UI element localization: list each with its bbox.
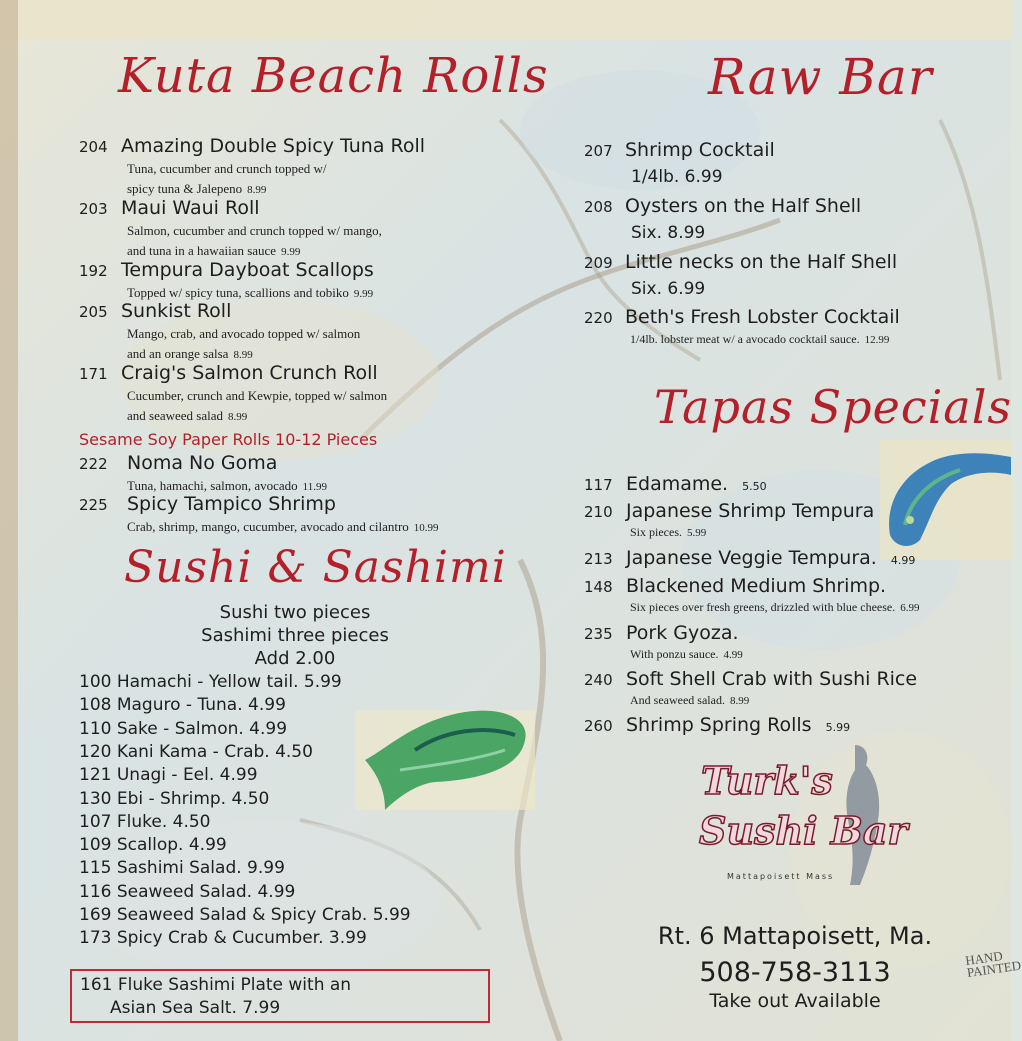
address: Rt. 6 Mattapoisett, Ma. <box>657 922 933 950</box>
item-description: Crab, shrimp, mango, cucumber, avocado and cilantro 10.99 <box>127 519 439 534</box>
item-price: 9.99 <box>353 288 374 300</box>
blue-fish-painting <box>880 445 1011 555</box>
sushi-item: 121 Unagi - Eel. 4.99 <box>79 765 258 786</box>
item-name: Amazing Double Spicy Tuna Roll <box>121 135 426 157</box>
item-number: 192 <box>79 262 108 280</box>
tapas-specials-title: Tapas Specials <box>654 380 1013 434</box>
item-price: 5.50 <box>742 480 767 493</box>
item-number: 235 <box>584 625 613 643</box>
sushi-item: 109 Scallop. 4.99 <box>79 835 227 856</box>
item-name: Beth's Fresh Lobster Cocktail <box>625 306 900 328</box>
phone-number[interactable]: 508-758-3113 <box>699 957 891 988</box>
menu-item <box>584 139 775 161</box>
item-price: 4.99 <box>723 649 743 661</box>
item-portion: Six. 8.99 <box>631 223 706 243</box>
menu-item <box>584 473 767 495</box>
item-price: 6.99 <box>900 602 920 614</box>
sushi-item: 100 Hamachi - Yellow tail. 5.99 <box>79 672 342 692</box>
item-description: With ponzu sauce. 4.99 <box>630 647 743 661</box>
raw-bar-title: Raw Bar <box>708 48 933 106</box>
item-name: Little necks on the Half Shell <box>625 251 898 273</box>
item-description: and seaweed salad 8.99 <box>127 408 248 423</box>
item-name: Blackened Medium Shrimp. <box>626 575 887 597</box>
item-number: 203 <box>79 200 108 218</box>
item-number: 213 <box>584 550 613 568</box>
item-description: Topped w/ spicy tuna, scallions and tobiko 9.99 <box>127 285 374 300</box>
add-price-note: Add 2.00 <box>254 648 336 669</box>
menu-item <box>584 500 874 522</box>
menu-item <box>79 493 336 515</box>
item-number: 220 <box>584 309 613 327</box>
turks-sushi-bar-logo <box>695 740 935 890</box>
item-name: Noma No Goma <box>127 452 278 474</box>
sushi-item: 116 Seaweed Salad. 4.99 <box>79 881 296 902</box>
kuta-beach-rolls-title: Kuta Beach Rolls <box>118 48 549 104</box>
item-number: 117 <box>584 476 613 494</box>
item-price: 8.99 <box>247 184 267 196</box>
menu-item <box>79 135 425 157</box>
menu-item <box>584 575 886 597</box>
sushi-item: 173 Spicy Crab & Cucumber. 3.99 <box>79 928 367 949</box>
item-name: Spicy Tampico Shrimp <box>127 493 336 515</box>
menu-item <box>79 300 231 322</box>
hand-painted-stamp: HAND PAINTED <box>964 948 1022 981</box>
item-price: 5.99 <box>825 721 851 734</box>
item-number: 240 <box>584 671 613 689</box>
sashimi-note: Sashimi three pieces <box>201 625 389 646</box>
fluke-plate-line2: Asian Sea Salt. 7.99 <box>110 998 281 1018</box>
item-price: 4.99 <box>890 554 916 567</box>
sushi-sashimi-title: Sushi & Sashimi <box>124 542 507 593</box>
menu-item <box>584 547 915 569</box>
takeout-note: Take out Available <box>709 990 881 1012</box>
item-portion: Six. 6.99 <box>631 279 706 299</box>
item-description: And seaweed salad. 8.99 <box>630 693 750 707</box>
menu-item <box>584 306 900 328</box>
sushi-item: 107 Fluke. 4.50 <box>79 811 211 832</box>
menu-item <box>584 195 861 217</box>
green-fish-painting <box>355 700 535 820</box>
item-price: 8.99 <box>729 695 750 707</box>
item-name: Pork Gyoza. <box>626 622 739 644</box>
logo-tagline: Mattapoisett Mass <box>727 872 835 881</box>
item-name: Craig's Salmon Crunch Roll <box>121 362 378 384</box>
sushi-item: 115 Sashimi Salad. 9.99 <box>79 858 285 879</box>
item-description: Cucumber, crunch and Kewpie, topped w/ salmon <box>127 388 388 403</box>
item-number: 210 <box>584 503 613 521</box>
item-number: 209 <box>584 254 613 272</box>
sushi-note: Sushi two pieces <box>219 602 371 623</box>
item-name: Japanese Shrimp Tempura <box>626 500 875 522</box>
item-number: 204 <box>79 138 108 156</box>
item-name: Sunkist Roll <box>121 300 232 322</box>
item-description: Salmon, cucumber and crunch topped w/ mango, <box>127 223 382 238</box>
item-name: Edamame. <box>626 473 729 495</box>
sushi-item: 130 Ebi - Shrimp. 4.50 <box>79 788 270 809</box>
item-name: Tempura Dayboat Scallops <box>121 259 374 281</box>
item-description: Tuna, hamachi, salmon, avocado 11.99 <box>127 478 327 493</box>
item-price: 8.99 <box>228 411 248 423</box>
item-price: 12.99 <box>864 334 890 346</box>
sesame-soy-paper-heading: Sesame Soy Paper Rolls 10-12 Pieces <box>79 430 378 449</box>
item-name: Shrimp Spring Rolls <box>626 714 812 736</box>
item-description: and tuna in a hawaiian sauce 9.99 <box>127 243 301 258</box>
item-name: Soft Shell Crab with Sushi Rice <box>626 668 918 690</box>
item-name: Maui Waui Roll <box>121 197 260 219</box>
logo-line2: Sushi Bar <box>699 808 908 853</box>
fluke-plate-box <box>70 969 490 1023</box>
item-name: Shrimp Cocktail <box>625 139 775 161</box>
item-number: 148 <box>584 578 613 596</box>
item-number: 207 <box>584 142 613 160</box>
item-description: Mango, crab, and avocado topped w/ salmon <box>127 326 361 341</box>
sushi-item: 110 Sake - Salmon. 4.99 <box>79 718 288 739</box>
menu-item <box>79 362 378 384</box>
menu-item <box>79 452 277 474</box>
menu-item <box>584 251 897 273</box>
menu-item <box>584 622 739 644</box>
item-portion: 1/4lb. 6.99 <box>631 167 723 187</box>
sushi-item: 169 Seaweed Salad & Spicy Crab. 5.99 <box>79 905 411 925</box>
item-number: 222 <box>79 455 108 473</box>
menu-item <box>79 197 260 219</box>
item-description: Six pieces over fresh greens, drizzled with blue cheese. 6.99 <box>630 600 920 614</box>
item-price: 9.99 <box>281 246 301 258</box>
item-name: Oysters on the Half Shell <box>625 195 862 217</box>
logo-line1: Turk's <box>701 758 833 803</box>
item-price: 8.99 <box>233 349 253 361</box>
item-description: Six pieces. 5.99 <box>630 525 707 539</box>
item-name: Japanese Veggie Tempura. <box>626 547 877 569</box>
item-description: and an orange salsa 8.99 <box>127 346 253 361</box>
item-number: 225 <box>79 496 108 514</box>
item-number: 208 <box>584 198 613 216</box>
fluke-plate-line1: 161 Fluke Sashimi Plate with an <box>80 975 352 995</box>
menu-item <box>79 259 374 281</box>
item-price: 11.99 <box>302 481 327 493</box>
item-description: Tuna, cucumber and crunch topped w/ <box>127 161 327 176</box>
item-number: 205 <box>79 303 108 321</box>
menu-item <box>584 668 917 690</box>
item-description: spicy tuna & Jalepeno 8.99 <box>127 181 267 196</box>
item-description: 1/4lb. lobster meat w/ a avocado cocktail sauce. 12.99 <box>630 332 890 346</box>
item-number: 171 <box>79 365 108 383</box>
sushi-item: 120 Kani Kama - Crab. 4.50 <box>79 741 313 762</box>
item-price: 5.99 <box>687 527 707 539</box>
item-number: 260 <box>584 717 613 735</box>
sushi-item: 108 Maguro - Tuna. 4.99 <box>79 695 286 716</box>
item-price: 10.99 <box>413 522 439 534</box>
menu-item <box>584 714 850 736</box>
